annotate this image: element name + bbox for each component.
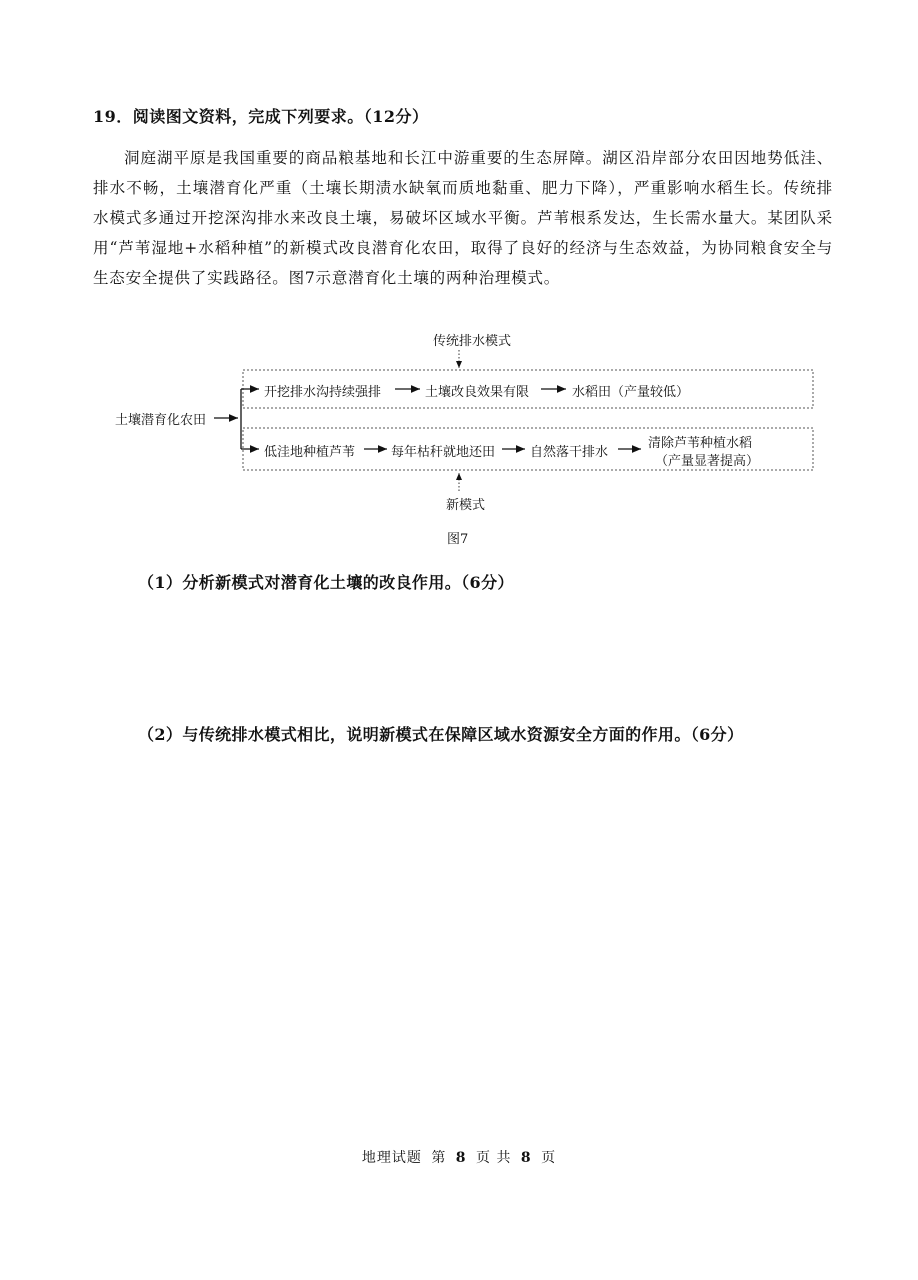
question-paragraph: 洞庭湖平原是我国重要的商品粮基地和长江中游重要的生态屏障。湖区沿岸部分农田因地势低洼、排水不畅，土壤潜育化严重（土壤长期渍水缺氧而质地黏重、肥力下降），严重影响水稻生长。传统排水模式多通过开挖深沟排水来改良土壤，易破坏区域水平衡。芦苇根系发达，生长需水量大。某团队采用“芦苇湿地+水稻种植”的新模式改良潜育化农田，取得了良好的经济与生态效益，为协同粮食安全与生态安全提供了实践路径。图7示意潜育化土壤的两种治理模式。 — [93, 149, 833, 287]
subquestion-1: （1）分析新模式对潜育化土壤的改良作用。（6分） — [138, 573, 514, 592]
footer-total-pages: 8 — [520, 1150, 532, 1166]
new-step-4-note: （产量显著提高） — [655, 454, 760, 469]
footer-page-prefix: 第 — [431, 1150, 447, 1166]
traditional-step-1: 开挖排水沟持续强排 — [264, 385, 382, 400]
question-title: 19．阅读图文资料，完成下列要求。（12分） — [93, 107, 429, 126]
footer-subject: 地理试题 — [361, 1150, 422, 1166]
subquestion-2: （2）与传统排水模式相比，说明新模式在保障区域水资源安全方面的作用。（6分） — [138, 725, 744, 744]
new-step-2: 每年枯秆就地还田 — [391, 445, 496, 460]
footer-page-suffix: 页 — [541, 1150, 557, 1166]
page-footer — [0, 1147, 918, 1167]
source-node: 土壤潜育化农田 — [115, 413, 207, 428]
new-step-4: 清除芦苇种植水稻 — [648, 436, 753, 451]
figure-caption: 图7 — [447, 532, 469, 547]
traditional-step-3: 水稻田（产量较低） — [572, 385, 690, 400]
footer-page-mid: 页 共 — [476, 1150, 512, 1166]
new-mode-label: 新模式 — [446, 498, 486, 513]
new-step-3: 自然落干排水 — [530, 445, 609, 460]
footer-page-number: 8 — [455, 1150, 467, 1166]
traditional-mode-label: 传统排水模式 — [433, 334, 512, 349]
traditional-step-2: 土壤改良效果有限 — [425, 385, 530, 400]
new-step-1: 低洼地种植芦苇 — [264, 445, 356, 460]
